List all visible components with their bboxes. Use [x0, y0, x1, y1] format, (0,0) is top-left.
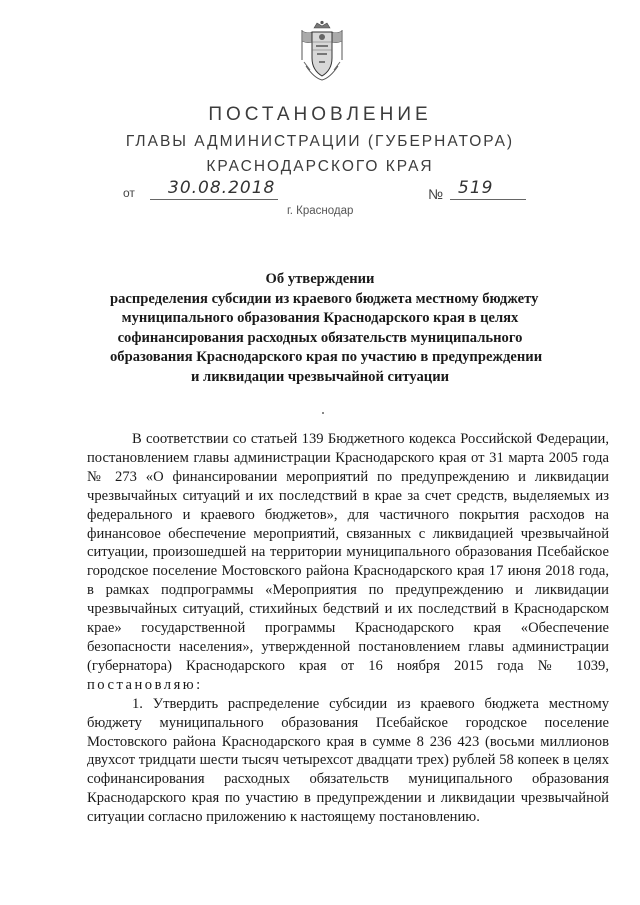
- number-value: 519: [458, 178, 494, 198]
- preamble-text: В соответствии со статьей 139 Бюджетного кодекса Российской Федерации, постановлением главы администрации Краснодарского края от 31 марта 2005 года № 273 «О финансировании мероприятий по предупреждению и ликвидации чрезвычайных ситуаций и их последствий в крае за счет средств, выделяемых из федерального и краевого бюджетов», для частичного покрытия расходов на финансовое обеспечение мероприятий, связанных с ликвидацией чрезвычайной ситуации, произошедшей на территории муниципального образования Псебайское городское поселение Мостовского района Краснодарского края 17 июня 2018 года, в рамках подпрограммы «Мероприятия по предупреждению и ликвидации чрезвычайных ситуаций, стихийных бедствий и их последствий в Краснодарском крае» государственной программы Краснодарского края «Обеспечение безопасности населения», утвержденной постановлением главы администрации (губернатора) Краснодарского края от 16 ноября 2015 года № 1039,: [87, 431, 609, 674]
- city-of-issue: г. Краснодар: [287, 205, 354, 217]
- issuing-authority: ГЛАВЫ АДМИНИСТРАЦИИ (ГУБЕРНАТОРА): [125, 133, 515, 150]
- document-body: [87, 430, 609, 827]
- decree-word: постановляю:: [87, 676, 203, 693]
- clause-1-paragraph: 1. Утвердить распределение субсидии из краевого бюджета местному бюджету муниципального образования Псебайское городское поселение Мостовского района Краснодарского края в сумме 8 236 423 (восьми миллионов двухсот тридцати шести тысяч четырехсот двадцати трех) рублей 58 копеек в целях софинансирования расходных обязательств муниципального образования Краснодарского края по участию в предупреждении и ликвидации чрезвычайной ситуации согласно приложению к настоящему постановлению.: [87, 695, 609, 826]
- scan-speck: [322, 412, 324, 414]
- coat-of-arms-icon: [298, 20, 346, 82]
- subject-line: муниципального образования Краснодарского края в целях: [121, 310, 519, 326]
- preamble-paragraph: [87, 430, 609, 695]
- document-subject: [110, 270, 543, 387]
- subject-line: софинансирования расходных обязательств муниципального: [117, 329, 523, 346]
- subject-line: образования Краснодарского края по участию в предупреждении: [110, 349, 543, 365]
- issuing-region: КРАСНОДАРСКОГО КРАЯ: [206, 158, 434, 175]
- subject-line: Об утверждении: [265, 271, 375, 287]
- date-label: от: [123, 186, 135, 200]
- number-underline: [450, 199, 526, 200]
- subject-line: и ликвидации чрезвычайной ситуации: [190, 368, 450, 385]
- number-label: №: [428, 186, 444, 202]
- date-value: 30.08.2018: [168, 178, 276, 198]
- date-underline: [150, 199, 278, 200]
- document-type-title: ПОСТАНОВЛЕНИЕ: [208, 104, 432, 125]
- subject-line: распределения субсидии из краевого бюджета местному бюджету: [110, 290, 539, 307]
